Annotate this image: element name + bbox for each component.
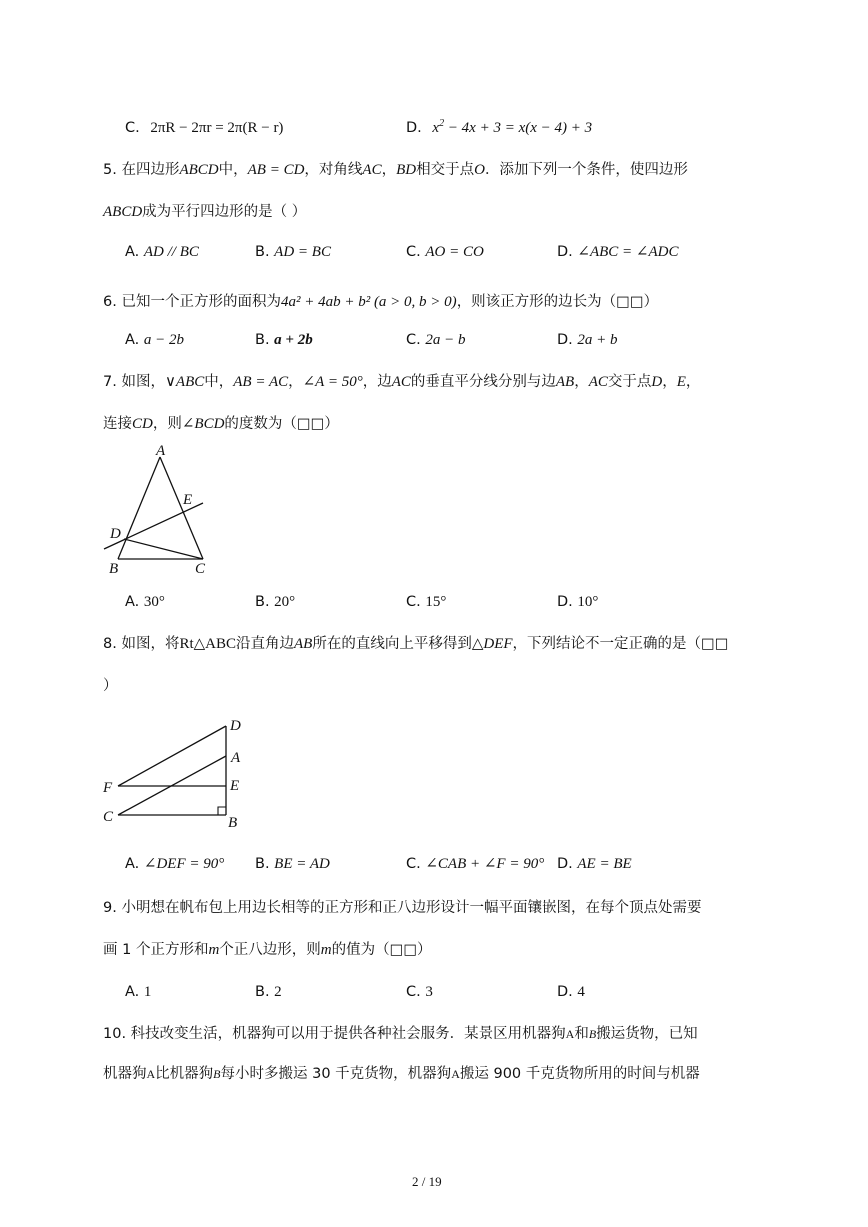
q5-line2: ABCD成为平行四边形的是（ ）: [103, 204, 307, 220]
label-a: A: [156, 443, 166, 459]
label-d: D: [110, 526, 121, 542]
label-f: F: [103, 780, 113, 796]
q9-option-b: B. 2: [255, 984, 282, 1000]
q7-triangle-figure: [95, 442, 220, 580]
q9-line2: 画 1 个正方形和m个正八边形，则m的值为（□□）: [103, 942, 432, 958]
q6-line1: 6. 已知一个正方形的面积为4a² + 4ab + b² (a > 0, b > 0)，则该正方形的边长为（□□）: [103, 294, 659, 310]
q8-option-a: A. ∠DEF = 90°: [125, 856, 225, 872]
segment-fd: [118, 726, 226, 786]
q7-option-d: D. 10°: [557, 594, 599, 610]
q10-line1: 10. 科技改变生活，机器狗可以用于提供各种社会服务．某景区用机器狗A和B搬运货物，已知: [103, 1026, 698, 1042]
q7-line2: 连接CD，则∠BCD的度数为（□□）: [103, 416, 339, 432]
q7-line1: 7. 如图，∨ABC中，AB = AC，∠A = 50°，边AC的垂直平分线分别与边AB，AC交于点D，E，: [103, 374, 701, 390]
q10-line2: 机器狗A比机器狗B每小时多搬运 30 千克货物，机器狗A搬运 900 千克货物所用的时间与机器: [103, 1066, 700, 1082]
q5-option-b: B. AD = BC: [255, 244, 331, 260]
q5-option-d: D. ∠ABC = ∠ADC: [557, 244, 679, 260]
q4-option-c: [125, 118, 283, 138]
q7-option-c: C. 15°: [406, 594, 447, 610]
q9-line1: 9. 小明想在帆布包上用边长相等的正方形和正八边形设计一幅平面镶嵌图，在每个顶点处需要: [103, 900, 702, 916]
right-angle-mark: [218, 807, 226, 815]
q8-translation-figure: [98, 712, 258, 834]
label-c: C: [195, 561, 206, 577]
option-label: C.: [125, 120, 140, 136]
label-c: C: [103, 809, 114, 825]
option-math: 2πR − 2πr = 2π(R − r): [150, 120, 284, 136]
option-label: D.: [406, 120, 422, 136]
q5-option-a: A. AD // BC: [125, 244, 199, 260]
option-math: $x^2 - 4x + 3 = x(x - 4) + 3$: [432, 118, 593, 136]
q8-line1: 8. 如图，将Rt△ABC沿直角边AB所在的直线向上平移得到△DEF，下列结论不一定正确的是（□□: [103, 636, 729, 652]
q4-option-d: [406, 118, 592, 138]
q6-option-c: C. 2a − b: [406, 332, 466, 348]
segment-dc: [124, 539, 203, 559]
q8-option-d: D. AE = BE: [557, 856, 632, 872]
q6-option-b: B. a + 2b: [255, 332, 313, 348]
label-d: D: [230, 718, 241, 734]
q8-line2: ）: [103, 678, 118, 694]
q6-option-a: A. a − 2b: [125, 332, 185, 348]
page-number: 2 / 19: [412, 1174, 442, 1189]
q9-option-d: D. 4: [557, 984, 585, 1000]
q9-option-c: C. 3: [406, 984, 433, 1000]
q7-option-b: B. 20°: [255, 594, 296, 610]
q9-option-a: A. 1: [125, 984, 152, 1000]
segment-ab: [118, 457, 160, 559]
label-b: B: [109, 561, 119, 577]
q5-line1: 5. 在四边形ABCD中，AB = CD，对角线AC，BD相交于点O．添加下列一个条件，使四边形: [103, 162, 688, 178]
label-a: A: [231, 750, 241, 766]
label-e: E: [183, 492, 193, 508]
q8-option-c: C. ∠CAB + ∠F = 90°: [406, 856, 545, 872]
q5-option-c: C. AO = CO: [406, 244, 484, 260]
q6-option-d: D. 2a + b: [557, 332, 618, 348]
q7-option-a: A. 30°: [125, 594, 165, 610]
label-e: E: [230, 778, 240, 794]
label-b: B: [228, 815, 238, 831]
q8-option-b: B. BE = AD: [255, 856, 330, 872]
segment-ac: [160, 457, 203, 559]
